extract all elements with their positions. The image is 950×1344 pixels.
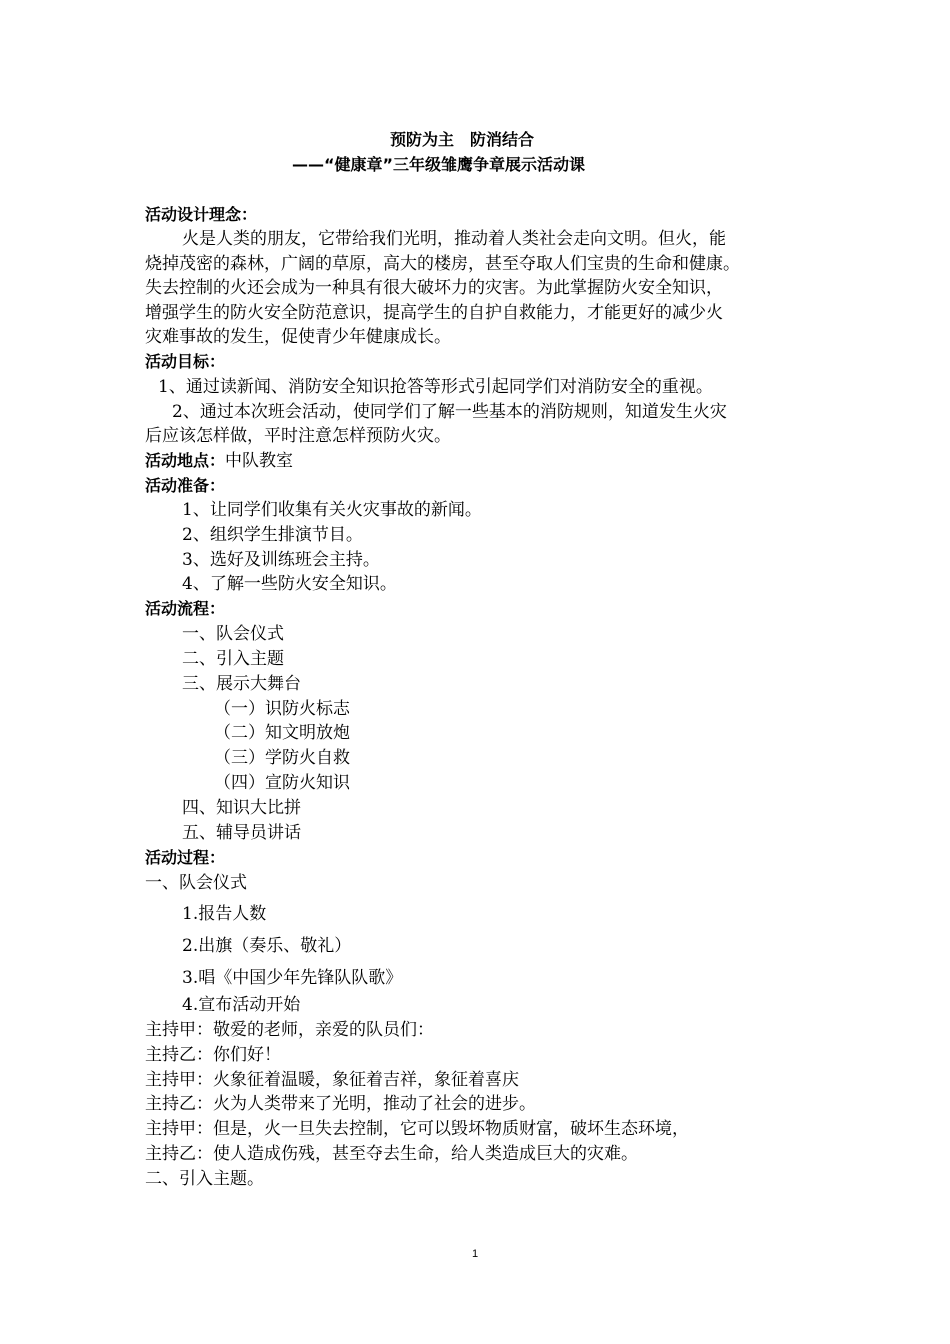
process-step: 2.出旗（奏乐、敬礼）: [182, 936, 352, 956]
preparation-item: 4、了解一些防火安全知识。: [182, 574, 397, 594]
location-heading: 活动地点：: [145, 451, 226, 470]
dialogue-line: 主持甲：敬爱的老师，亲爱的队员们：: [145, 1020, 434, 1040]
process-step: 4.宣布活动开始: [182, 995, 301, 1015]
flow-subitem: （四）宣防火知识: [214, 773, 350, 793]
process-step: 1.报告人数: [182, 904, 267, 924]
dialogue-line: 主持乙：使人造成伤残，甚至夺去生命，给人类造成巨大的灾难。: [145, 1144, 638, 1164]
concept-line: 增强学生的防火安全防范意识，提高学生的自护自救能力，才能更好的减少火: [145, 303, 723, 323]
flow-item: 二、引入主题: [182, 649, 284, 669]
goal-item-1: 1、通过读新闻、消防安全知识抢答等形式引起同学们对消防安全的重视。: [158, 377, 713, 397]
preparation-item: 3、选好及训练班会主持。: [182, 550, 380, 570]
goals-heading: 活动目标：: [145, 352, 226, 371]
flow-item: 五、辅导员讲话: [182, 823, 301, 843]
page-number: 1: [471, 1248, 479, 1260]
flow-item: 四、知识大比拼: [182, 798, 301, 818]
preparation-heading: 活动准备：: [145, 476, 226, 495]
preparation-item: 2、组织学生排演节目。: [182, 525, 363, 545]
concept-heading: 活动设计理念：: [145, 205, 258, 224]
flow-item: 一、队会仪式: [182, 624, 284, 644]
concept-line: 火是人类的朋友，它带给我们光明，推动着人类社会走向文明。但火，能: [182, 229, 726, 249]
location-value: 中队教室: [225, 451, 294, 471]
doc-title: 预防为主 防消结合: [390, 130, 535, 149]
dialogue-line: 主持甲：但是，火一旦失去控制，它可以毁坏物质财富，破坏生态环境，: [145, 1119, 689, 1139]
preparation-item: 1、让同学们收集有关火灾事故的新闻。: [182, 500, 482, 520]
dialogue-line: 主持乙：火为人类带来了光明，推动了社会的进步。: [145, 1094, 536, 1114]
goal-item-2-cont: 后应该怎样做，平时注意怎样预防火灾。: [145, 426, 451, 446]
dialogue-line: 主持甲：火象征着温暖，象征着吉祥，象征着喜庆: [145, 1070, 519, 1090]
process-heading: 活动过程：: [145, 848, 226, 867]
flow-heading: 活动流程：: [145, 599, 226, 618]
process-step: 3.唱《中国少年先锋队队歌》: [182, 968, 403, 988]
doc-subtitle: ——“健康章”三年级雏鹰争章展示活动课: [292, 155, 586, 174]
goal-item-2: 2、通过本次班会活动，使同学们了解一些基本的消防规则，知道发生火灾: [172, 402, 727, 422]
flow-subitem: （一）识防火标志: [214, 699, 350, 719]
flow-item: 三、展示大舞台: [182, 674, 301, 694]
concept-line: 失去控制的火还会成为一种具有很大破坏力的灾害。为此掌握防火安全知识，: [145, 278, 723, 298]
process-section-1: 一、队会仪式: [145, 873, 247, 893]
dialogue-line: 主持乙：你们好！: [145, 1045, 281, 1065]
location-row: [145, 449, 293, 473]
concept-line: 灾难事故的发生，促使青少年健康成长。: [145, 327, 451, 347]
flow-subitem: （二）知文明放炮: [214, 723, 350, 743]
flow-subitem: （三）学防火自救: [214, 748, 350, 768]
process-section-2: 二、引入主题。: [145, 1169, 264, 1189]
concept-line: 烧掉茂密的森林，广阔的草原，高大的楼房，甚至夺取人们宝贵的生命和健康。: [145, 254, 740, 274]
